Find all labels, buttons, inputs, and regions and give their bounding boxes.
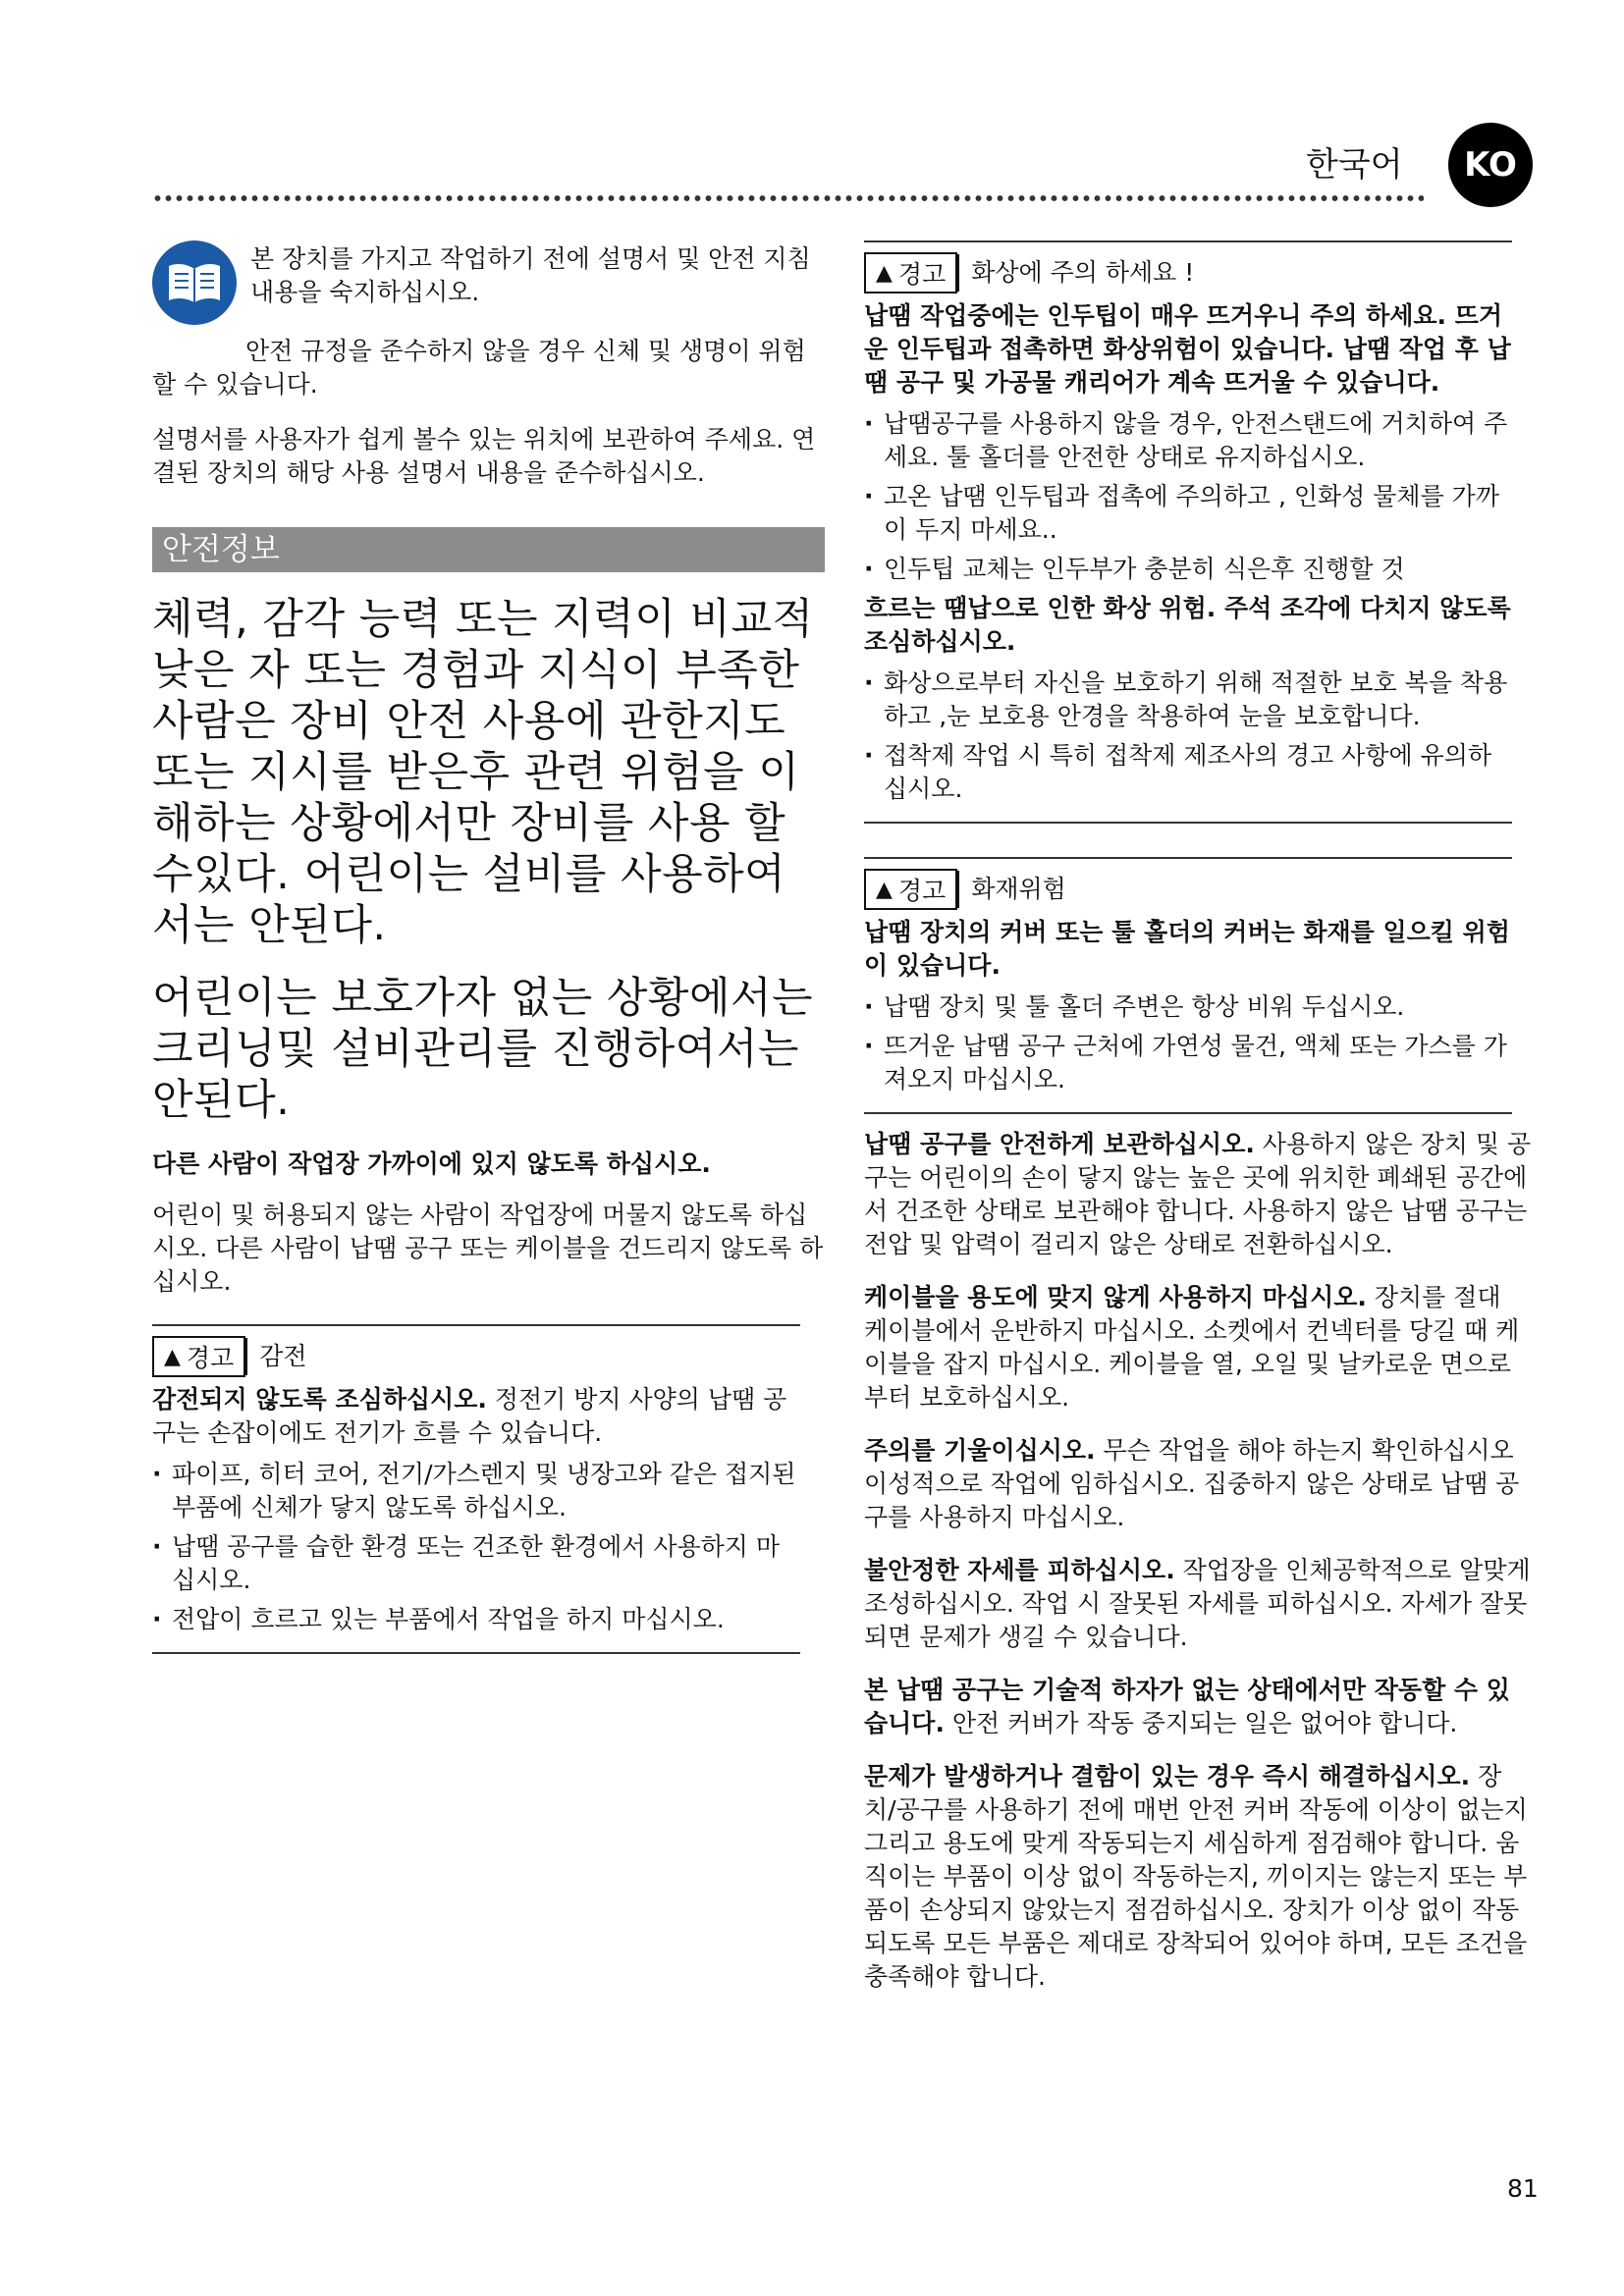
warning-triangle-icon: ▲ — [876, 877, 893, 902]
page-number: 81 — [1507, 2174, 1539, 2203]
paragraph-bold: 납땜 공구를 안전하게 보관하십시오. — [864, 1130, 1255, 1158]
list-item: · 인두팁 교체는 인두부가 충분히 식은후 진행할 것 — [864, 553, 1512, 586]
warning-label-box — [864, 252, 957, 294]
paragraph-cable — [864, 1281, 1532, 1415]
warning-lead-bold: 감전되지 않도록 조심하십시오. — [152, 1385, 487, 1414]
warning-fire — [864, 857, 1512, 1114]
big-paragraph-2: 어린이는 보호가자 없는 상황에서는 크리닝및 설비관리를 진행하여서는 안된다. — [152, 974, 814, 1125]
warning-triangle-icon: ▲ — [876, 260, 893, 286]
warning-header — [152, 1336, 800, 1377]
warning-label: 경고 — [186, 1344, 235, 1372]
paragraph-rest: 안전 커버가 작동 중지되는 일은 없어야 합니다. — [944, 1709, 1458, 1737]
list-item: · 파이프, 히터 코어, 전기/가스렌지 및 냉장고와 같은 접지된 부품에 신체가 닿지 않도록 하십시오. — [152, 1458, 800, 1524]
list-item: · 접착제 작업 시 특히 접착제 제조사의 경고 사항에 유의하십시오. — [864, 739, 1512, 806]
paragraph-bold: 케이블을 용도에 맞지 않게 사용하지 마십시오. — [864, 1283, 1367, 1311]
warning-lead-rest: 정전기 방지 사양의 납땜 공구는 손잡이에도 전기가 흐를 수 있습니다. — [152, 1385, 787, 1447]
list-item: · 전압이 흐르고 있는 부품에서 작업을 하지 마십시오. — [152, 1603, 800, 1636]
language-label: 한국어 — [1306, 145, 1403, 185]
intro-paragraph-2: 설명서를 사용자가 쉽게 볼수 있는 위치에 보관하여 주세요. 연결된 장치의 해당 사용 설명서 내용을 준수하십시오. — [152, 425, 816, 487]
paragraph-rest: 작업장을 인체공학적으로 알맞게 조성하십시오. 작업 시 잘못된 자세를 피하십시오. 자세가 잘못되면 문제가 생길 수 있습니다. — [864, 1556, 1531, 1651]
warning-lead-bold: 납땜 작업중에는 인두팁이 매우 뜨거우니 주의 하세요. 뜨거운 인두팁과 접촉하면 화상위험이 있습니다. 납땜 작업 후 납땜 공구 및 가공물 캐리어가 계속 뜨거울 수 있습니다. — [864, 301, 1511, 397]
list-item: · 화상으로부터 자신을 보호하기 위해 적절한 보호 복을 착용 하고 ,눈 보호용 안경을 착용하여 눈을 보호합니다. — [864, 667, 1512, 733]
right-column — [864, 240, 1532, 1994]
warning-burn — [864, 240, 1512, 824]
warning-header — [864, 869, 1512, 910]
warning-title: 화재위험 — [957, 871, 1066, 908]
dotted-divider — [152, 193, 1424, 203]
paragraph-3: 어린이 및 허용되지 않는 사람이 작업장에 머물지 않도록 하십시오. 다른 사람이 납땜 공구 또는 케이블을 건드리지 않도록 하십시오. — [152, 1201, 824, 1296]
paragraph-storage — [864, 1128, 1532, 1261]
paragraph-defects — [864, 1760, 1532, 1994]
warning-title: 화상에 주의 하세요 ! — [957, 254, 1194, 292]
warning-lead — [152, 1383, 800, 1450]
section-title: 안전정보 — [152, 527, 825, 572]
paragraph-bold: 본 납땜 공구는 기술적 하자가 없는 상태에서만 작동할 수 있습니다. — [864, 1676, 1510, 1737]
warning-bullets — [864, 990, 1512, 1096]
bold-paragraph: 다른 사람이 작업장 가까이에 있지 않도록 하십시오. — [152, 1149, 711, 1178]
paragraph-rest: 무슨 작업을 해야 하는지 확인하십시오 이성적으로 작업에 임하십시오. 집중하지 않은 상태로 납땜 공구를 사용하지 마십시오. — [864, 1436, 1520, 1531]
manual-note-text: 본 장치를 가지고 작업하기 전에 설명서 및 안전 지침 내용을 숙지하십시오. — [250, 244, 811, 306]
warning-header — [864, 252, 1512, 294]
paragraph-attention — [864, 1434, 1532, 1534]
list-item: · 납땜 장치 및 툴 홀더 주변은 항상 비워 두십시오. — [864, 990, 1512, 1024]
warning-label: 경고 — [897, 260, 947, 289]
warning-label: 경고 — [897, 877, 947, 905]
left-column — [152, 240, 825, 1654]
warning-bullets-2 — [864, 667, 1512, 806]
list-item: · 납땜 공구를 습한 환경 또는 건조한 환경에서 사용하지 마십시오. — [152, 1530, 800, 1597]
paragraph-rest: 장치/공구를 사용하기 전에 매번 안전 커버 작동에 이상이 없는지 그리고 용도에 맞게 작동되는지 세심하게 점검해야 합니다. 움직이는 부품이 이상 없이 작동하는지, 끼이지는 않는지 또는 부품이 손상되지 않았는지 점검하십시오. 장치가 이상 없이 작동되도록 모든 부품은 제대로 장착되어 있어야 하며, 모든 조건을 충족해야 합니다. — [864, 1762, 1528, 1991]
warning-mid-bold: 흐르는 땜납으로 인한 화상 위험. 주석 조각에 다치지 않도록 조심하십시오. — [864, 594, 1511, 656]
paragraph-bold: 주의를 기울이십시오. — [864, 1436, 1096, 1465]
warning-electric-shock — [152, 1324, 800, 1654]
warning-bullets — [864, 407, 1512, 586]
paragraph-posture — [864, 1554, 1532, 1654]
manual-note — [152, 240, 825, 325]
paragraph-bold: 문제가 발생하거나 결함이 있는 경우 즉시 해결하십시오. — [864, 1762, 1471, 1790]
warning-label-box — [152, 1336, 245, 1377]
warning-triangle-icon: ▲ — [164, 1344, 181, 1369]
list-item: · 고온 납땜 인두팁과 접촉에 주의하고 , 인화성 물체를 가까이 두지 마세요.. — [864, 480, 1512, 547]
paragraph-rest: 사용하지 않은 장치 및 공구는 어린이의 손이 닿지 않는 높은 곳에 위치한 폐쇄된 공간에서 건조한 상태로 보관해야 합니다. 사용하지 않은 납땜 공구는 전압 및 압력이 걸리지 않은 상태로 전환하십시오. — [864, 1130, 1532, 1258]
big-paragraph-1: 체력, 감각 능력 또는 지력이 비교적 낮은 자 또는 경험과 지식이 부족한 사람은 장비 안전 사용에 관한지도 또는 지시를 받은후 관련 위험을 이해하는 상황에서만 장비를 사용 할 수있다. 어린이는 설비를 사용하여서는 안된다. — [152, 595, 814, 950]
warning-lead-bold: 납땜 장치의 커버 또는 툴 홀더의 커버는 화재를 일으킬 위험이 있습니다. — [864, 918, 1510, 980]
intro-paragraph-1: 안전 규정을 준수하지 않을 경우 신체 및 생명이 위험할 수 있습니다. — [152, 337, 806, 399]
paragraph-bold: 불안정한 자세를 피하십시오. — [864, 1556, 1175, 1584]
warning-label-box — [864, 869, 957, 910]
warning-title: 감전 — [245, 1338, 306, 1375]
manual-book-icon — [152, 240, 237, 325]
list-item: · 납땜공구를 사용하지 않을 경우, 안전스탠드에 거치하여 주세요. 툴 홀더를 안전한 상태로 유지하십시오. — [864, 407, 1512, 474]
warning-bullets — [152, 1458, 800, 1636]
list-item: · 뜨거운 납땜 공구 근처에 가연성 물건, 액체 또는 가스를 가져오지 마십시오. — [864, 1030, 1512, 1096]
language-badge: KO — [1448, 123, 1533, 207]
paragraph-technical — [864, 1674, 1532, 1740]
paragraph-rest: 장치를 절대 케이블에서 운반하지 마십시오. 소켓에서 컨넥터를 당길 때 케이블을 잡지 마십시오. 케이블을 열, 오일 및 날카로운 면으로부터 보호하십시오. — [864, 1283, 1520, 1412]
